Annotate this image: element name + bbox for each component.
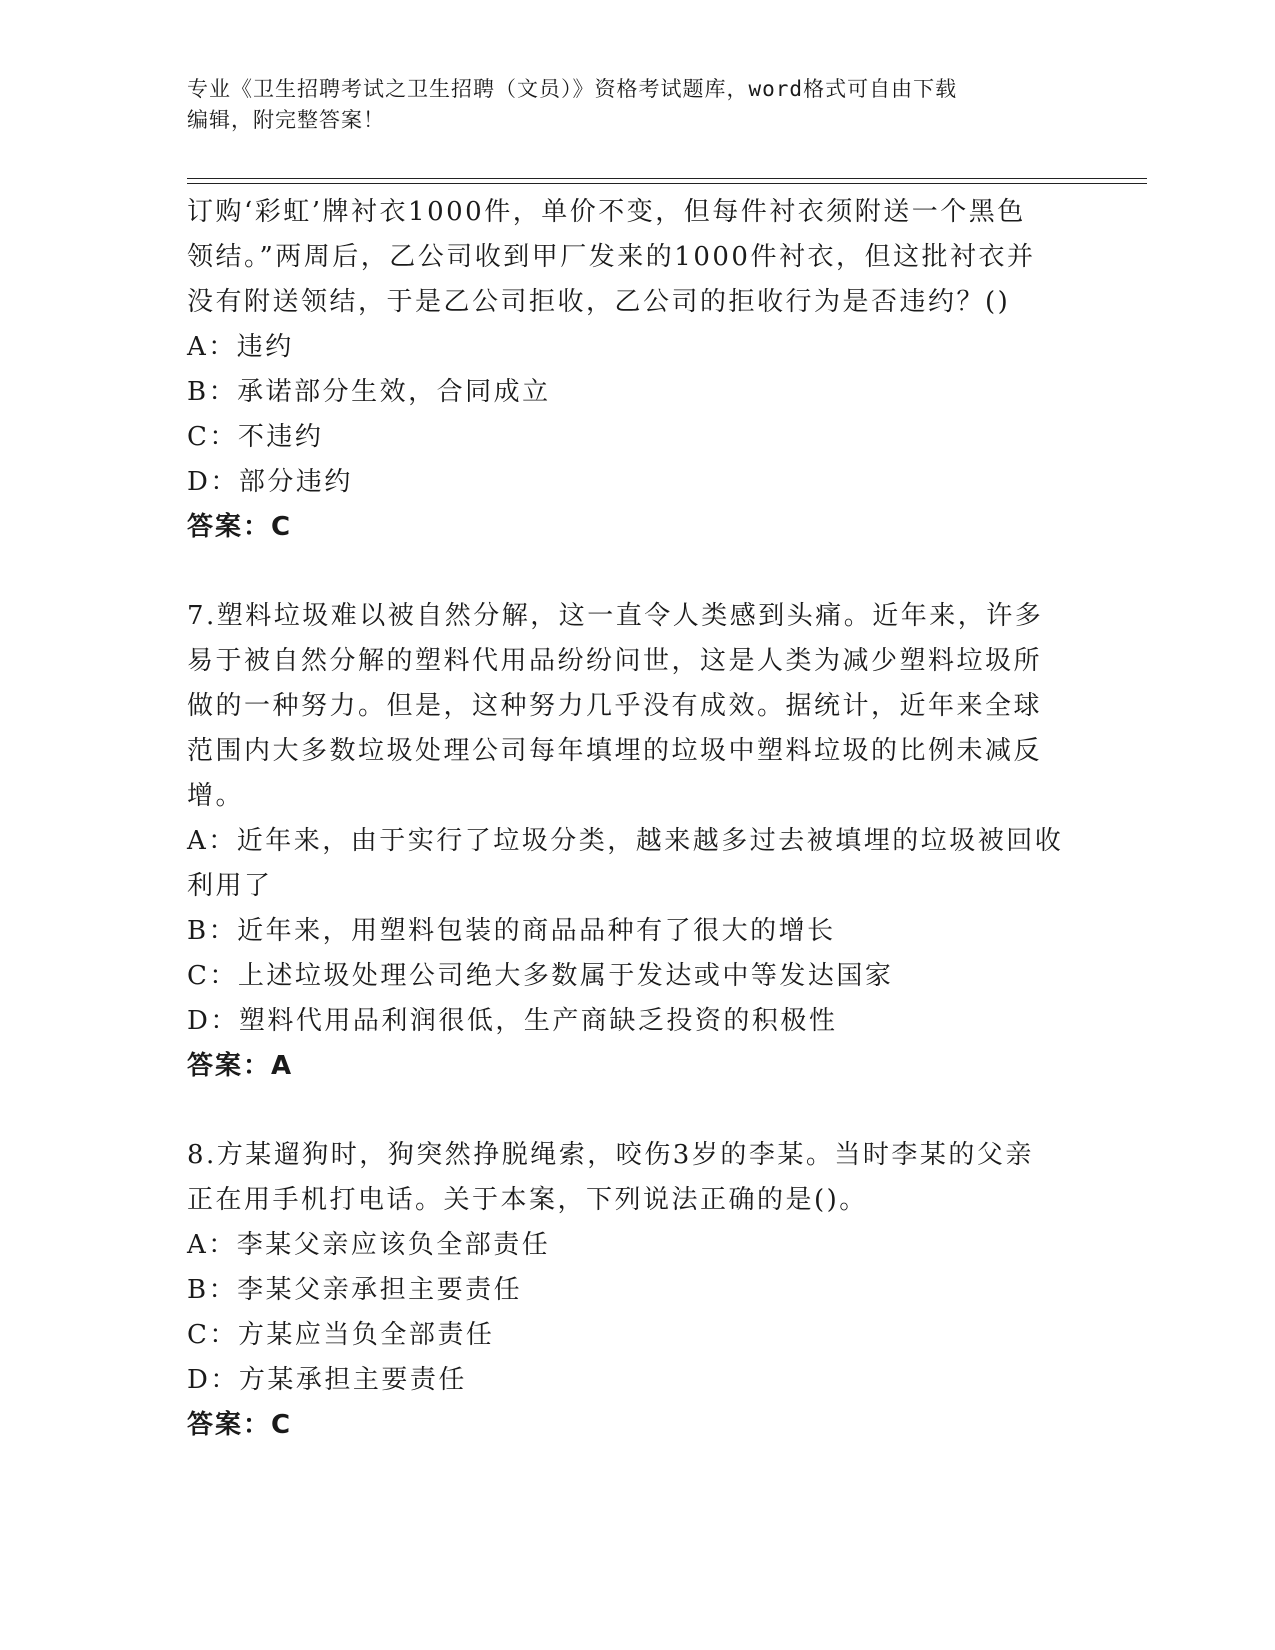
question-7 — [187, 594, 1077, 1089]
question-text: 做的一种努力。但是，这种努力几乎没有成效。据统计，近年来全球 — [187, 691, 1043, 721]
question-8 — [187, 1133, 1077, 1448]
question-6 — [187, 190, 1077, 550]
option-b: B：承诺部分生效，合同成立 — [187, 377, 551, 407]
option-d: D：方某承担主要责任 — [187, 1365, 467, 1395]
question-text: 正在用手机打电话。关于本案，下列说法正确的是()。 — [187, 1185, 868, 1215]
question-list — [187, 190, 1077, 1448]
header-line: 编辑，附完整答案！ — [187, 108, 385, 132]
option-c: C：方某应当负全部责任 — [187, 1320, 495, 1350]
document-header — [187, 74, 1067, 136]
option-b: B：近年来，用塑料包装的商品品种有了很大的增长 — [187, 916, 836, 946]
option-a-continued: 利用了 — [187, 871, 273, 901]
header-rule — [187, 178, 1147, 179]
question-text: 8.方某遛狗时，狗突然挣脱绳索，咬伤3岁的李某。当时李某的父亲 — [187, 1140, 1034, 1170]
answer: 答案：C — [187, 1410, 293, 1440]
answer: 答案：C — [187, 512, 293, 542]
option-a: A：近年来，由于实行了垃圾分类，越来越多过去被填埋的垃圾被回收 — [187, 826, 1064, 856]
question-text: 7.塑料垃圾难以被自然分解，这一直令人类感到头痛。近年来，许多 — [187, 601, 1044, 631]
question-text: 增。 — [187, 781, 245, 811]
question-text: 没有附送领结，于是乙公司拒收，乙公司的拒收行为是否违约？() — [187, 287, 1011, 317]
option-a: A：违约 — [187, 332, 294, 362]
header-rule — [187, 183, 1147, 184]
option-d: D：塑料代用品利润很低，生产商缺乏投资的积极性 — [187, 1006, 838, 1036]
question-text: 范围内大多数垃圾处理公司每年填埋的垃圾中塑料垃圾的比例未减反 — [187, 736, 1043, 766]
header-line: 专业《卫生招聘考试之卫生招聘（文员）》资格考试题库，word格式可自由下载 — [187, 77, 958, 101]
question-text: 订购‘彩虹’牌衬衣1000件，单价不变，但每件衬衣须附送一个黑色 — [187, 197, 1026, 227]
option-c: C：上述垃圾处理公司绝大多数属于发达或中等发达国家 — [187, 961, 894, 991]
option-d: D：部分违约 — [187, 467, 353, 497]
option-c: C：不违约 — [187, 422, 324, 452]
question-text: 易于被自然分解的塑料代用品纷纷问世，这是人类为减少塑料垃圾所 — [187, 646, 1043, 676]
answer: 答案：A — [187, 1051, 294, 1081]
question-text: 领结。”两周后，乙公司收到甲厂发来的1000件衬衣，但这批衬衣并 — [187, 242, 1036, 272]
option-a: A：李某父亲应该负全部责任 — [187, 1230, 551, 1260]
option-b: B：李某父亲承担主要责任 — [187, 1275, 523, 1305]
